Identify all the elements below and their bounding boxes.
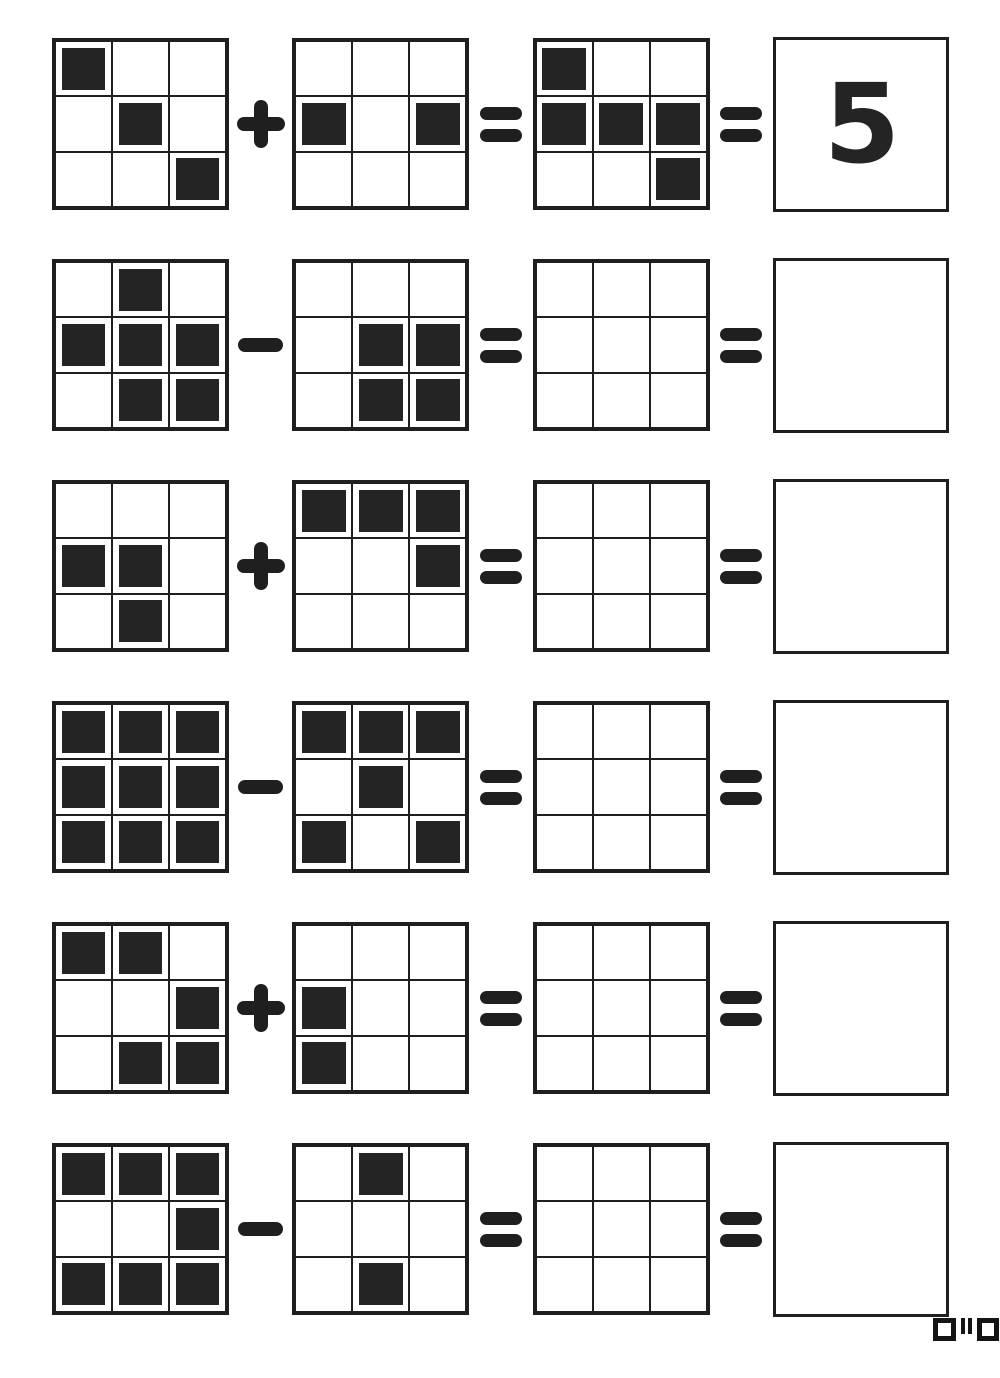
grid-cell-filled (650, 152, 707, 207)
grid-cell-empty (409, 1257, 466, 1312)
equals-bar (720, 1013, 762, 1026)
equation-row (52, 38, 949, 210)
grid-cell-empty (409, 925, 466, 980)
operand2-grid (292, 1143, 469, 1315)
operand2-grid (292, 259, 469, 431)
grid-cell-filled (169, 1257, 226, 1312)
answer-box (773, 700, 949, 875)
grid-cell-empty (536, 704, 593, 759)
grid-cell-empty (295, 41, 352, 96)
grid-cell-filled (112, 373, 169, 428)
grid-cell-empty (650, 925, 707, 980)
grid-cell-empty (650, 1146, 707, 1201)
operator-zone (229, 542, 292, 590)
grid-cell-filled (112, 759, 169, 814)
operand1-grid (52, 38, 229, 210)
equals-zone (710, 770, 773, 805)
grid-cell-empty (536, 1036, 593, 1091)
qr-finder-square (933, 1318, 956, 1341)
grid-cell-empty (536, 1146, 593, 1201)
operand2-grid (292, 38, 469, 210)
worksheet (52, 38, 949, 1315)
equals-bar (720, 991, 762, 1004)
grid-cell-empty (536, 152, 593, 207)
equals-icon (480, 770, 522, 805)
minus-icon (238, 338, 283, 352)
grid-cell-empty (352, 980, 409, 1035)
grid-cell-filled (650, 96, 707, 151)
equals-zone (469, 991, 532, 1026)
equals-bar (720, 770, 762, 783)
grid-cell-empty (593, 483, 650, 538)
operand1-grid (52, 480, 229, 652)
operand2-grid (292, 480, 469, 652)
grid-cell-empty (55, 152, 112, 207)
grid-cell-empty (169, 96, 226, 151)
grid-cell-empty (650, 373, 707, 428)
equals-icon (480, 107, 522, 142)
grid-cell-empty (593, 373, 650, 428)
grid-cell-filled (169, 373, 226, 428)
operand2-grid (292, 701, 469, 873)
grid-cell-empty (352, 538, 409, 593)
equals-zone (710, 328, 773, 363)
equals-icon (720, 770, 762, 805)
equation-row (52, 922, 949, 1094)
grid-cell-empty (650, 1201, 707, 1256)
grid-cell-filled (55, 1146, 112, 1201)
equals-zone (469, 1212, 532, 1247)
grid-cell-empty (593, 1146, 650, 1201)
equals-zone (469, 770, 532, 805)
grid-cell-empty (409, 1146, 466, 1201)
grid-cell-empty (536, 594, 593, 649)
grid-cell-filled (295, 1036, 352, 1091)
grid-cell-empty (409, 262, 466, 317)
grid-cell-filled (169, 980, 226, 1035)
grid-cell-empty (409, 759, 466, 814)
grid-cell-empty (593, 1036, 650, 1091)
answer-box: 5 (773, 37, 949, 212)
grid-cell-filled (352, 317, 409, 372)
grid-cell-filled (409, 483, 466, 538)
answer-box (773, 921, 949, 1096)
equals-bar (720, 129, 762, 142)
grid-cell-filled (593, 96, 650, 151)
grid-cell-filled (409, 815, 466, 870)
equals-icon (720, 1212, 762, 1247)
grid-cell-filled (295, 980, 352, 1035)
equals-bar (480, 107, 522, 120)
plus-icon (237, 100, 285, 148)
equals-bar (720, 328, 762, 341)
grid-cell-empty (650, 538, 707, 593)
result-grid (533, 1143, 710, 1315)
grid-cell-filled (112, 96, 169, 151)
grid-cell-empty (593, 815, 650, 870)
equals-bar (480, 350, 522, 363)
grid-cell-filled (295, 704, 352, 759)
grid-cell-filled (295, 483, 352, 538)
qr-finder-square (977, 1318, 1000, 1341)
equals-icon (720, 549, 762, 584)
grid-cell-filled (169, 1146, 226, 1201)
equals-bar (480, 792, 522, 805)
grid-cell-empty (295, 759, 352, 814)
equation-row (52, 480, 949, 652)
grid-cell-filled (295, 96, 352, 151)
grid-cell-empty (295, 262, 352, 317)
grid-cell-empty (536, 373, 593, 428)
grid-cell-empty (169, 483, 226, 538)
grid-cell-empty (536, 815, 593, 870)
equals-zone (710, 549, 773, 584)
equals-icon (720, 107, 762, 142)
grid-cell-filled (536, 41, 593, 96)
equals-bar (480, 549, 522, 562)
grid-cell-empty (295, 373, 352, 428)
grid-cell-empty (650, 41, 707, 96)
grid-cell-empty (536, 483, 593, 538)
grid-cell-empty (650, 317, 707, 372)
grid-cell-filled (55, 925, 112, 980)
operator-zone (229, 338, 292, 352)
grid-cell-filled (352, 483, 409, 538)
grid-cell-empty (55, 262, 112, 317)
result-grid (533, 922, 710, 1094)
grid-cell-filled (409, 538, 466, 593)
grid-cell-filled (112, 594, 169, 649)
equals-bar (480, 991, 522, 1004)
grid-cell-filled (169, 1201, 226, 1256)
grid-cell-empty (593, 317, 650, 372)
grid-cell-filled (409, 704, 466, 759)
grid-cell-empty (409, 1201, 466, 1256)
grid-cell-empty (593, 594, 650, 649)
grid-cell-empty (169, 41, 226, 96)
grid-cell-empty (55, 980, 112, 1035)
equals-bar (480, 1013, 522, 1026)
grid-cell-empty (409, 1036, 466, 1091)
result-grid (533, 38, 710, 210)
grid-cell-empty (112, 1201, 169, 1256)
grid-cell-empty (536, 317, 593, 372)
qr-modules (961, 1318, 972, 1334)
grid-cell-empty (112, 41, 169, 96)
grid-cell-filled (55, 759, 112, 814)
grid-cell-filled (112, 815, 169, 870)
plus-icon (237, 984, 285, 1032)
equals-zone (469, 107, 532, 142)
grid-cell-empty (55, 483, 112, 538)
grid-cell-filled (55, 815, 112, 870)
equals-icon (480, 1212, 522, 1247)
grid-cell-empty (409, 41, 466, 96)
grid-cell-filled (352, 759, 409, 814)
grid-cell-filled (112, 704, 169, 759)
grid-cell-empty (593, 538, 650, 593)
equals-zone (710, 991, 773, 1026)
grid-cell-empty (55, 96, 112, 151)
grid-cell-filled (112, 317, 169, 372)
grid-cell-filled (409, 373, 466, 428)
grid-cell-empty (295, 1257, 352, 1312)
equals-bar (480, 328, 522, 341)
grid-cell-empty (593, 1257, 650, 1312)
grid-cell-empty (650, 1036, 707, 1091)
grid-cell-empty (536, 759, 593, 814)
equals-bar (720, 549, 762, 562)
grid-cell-empty (295, 594, 352, 649)
grid-cell-empty (352, 815, 409, 870)
operator-zone (229, 780, 292, 794)
equals-icon (480, 328, 522, 363)
grid-cell-filled (112, 1257, 169, 1312)
grid-cell-empty (55, 373, 112, 428)
equation-row (52, 259, 949, 431)
grid-cell-filled (352, 1257, 409, 1312)
grid-cell-empty (112, 152, 169, 207)
grid-cell-empty (55, 1036, 112, 1091)
grid-cell-empty (536, 262, 593, 317)
operator-zone (229, 100, 292, 148)
grid-cell-empty (352, 96, 409, 151)
grid-cell-empty (536, 538, 593, 593)
grid-cell-empty (593, 759, 650, 814)
equals-zone (469, 328, 532, 363)
grid-cell-empty (593, 980, 650, 1035)
answer-box (773, 258, 949, 433)
grid-cell-empty (169, 262, 226, 317)
grid-cell-filled (409, 96, 466, 151)
grid-cell-empty (295, 1146, 352, 1201)
grid-cell-empty (112, 980, 169, 1035)
equals-zone (710, 107, 773, 142)
grid-cell-empty (55, 594, 112, 649)
grid-cell-empty (55, 1201, 112, 1256)
equals-bar (480, 571, 522, 584)
grid-cell-empty (593, 704, 650, 759)
grid-cell-filled (112, 1036, 169, 1091)
grid-cell-empty (295, 152, 352, 207)
grid-cell-filled (112, 1146, 169, 1201)
grid-cell-empty (352, 594, 409, 649)
grid-cell-filled (169, 815, 226, 870)
equals-bar (720, 571, 762, 584)
grid-cell-empty (593, 925, 650, 980)
grid-cell-filled (169, 152, 226, 207)
equals-bar (480, 1212, 522, 1225)
minus-icon (238, 1222, 283, 1236)
grid-cell-empty (295, 1201, 352, 1256)
grid-cell-empty (352, 925, 409, 980)
equals-bar (720, 107, 762, 120)
grid-cell-filled (536, 96, 593, 151)
grid-cell-filled (112, 538, 169, 593)
equals-icon (480, 549, 522, 584)
grid-cell-empty (352, 262, 409, 317)
grid-cell-filled (169, 704, 226, 759)
grid-cell-empty (295, 538, 352, 593)
result-grid (533, 259, 710, 431)
grid-cell-filled (169, 1036, 226, 1091)
grid-cell-empty (536, 980, 593, 1035)
minus-icon (238, 780, 283, 794)
answer-box (773, 1142, 949, 1317)
grid-cell-empty (650, 594, 707, 649)
equals-bar (720, 792, 762, 805)
grid-cell-filled (169, 317, 226, 372)
equals-bar (720, 350, 762, 363)
answer-box (773, 479, 949, 654)
grid-cell-empty (295, 317, 352, 372)
grid-cell-empty (352, 1201, 409, 1256)
grid-cell-filled (55, 41, 112, 96)
operand1-grid (52, 259, 229, 431)
grid-cell-empty (593, 152, 650, 207)
operand1-grid (52, 922, 229, 1094)
grid-cell-filled (55, 538, 112, 593)
grid-cell-filled (352, 1146, 409, 1201)
grid-cell-filled (409, 317, 466, 372)
grid-cell-empty (593, 41, 650, 96)
grid-cell-filled (352, 373, 409, 428)
grid-cell-filled (112, 925, 169, 980)
operand1-grid (52, 701, 229, 873)
operand2-grid (292, 922, 469, 1094)
grid-cell-empty (536, 925, 593, 980)
equals-icon (720, 328, 762, 363)
grid-cell-empty (650, 1257, 707, 1312)
equals-bar (480, 129, 522, 142)
grid-cell-filled (112, 262, 169, 317)
grid-cell-empty (352, 41, 409, 96)
equals-icon (720, 991, 762, 1026)
grid-cell-empty (112, 483, 169, 538)
equals-bar (480, 770, 522, 783)
grid-cell-empty (650, 262, 707, 317)
grid-cell-empty (169, 594, 226, 649)
equation-row (52, 1143, 949, 1315)
grid-cell-empty (409, 980, 466, 1035)
equals-bar (480, 1234, 522, 1247)
grid-cell-filled (55, 317, 112, 372)
grid-cell-empty (295, 925, 352, 980)
grid-cell-empty (650, 759, 707, 814)
grid-cell-empty (352, 1036, 409, 1091)
equals-bar (720, 1234, 762, 1247)
equals-bar (720, 1212, 762, 1225)
operand1-grid (52, 1143, 229, 1315)
result-grid (533, 701, 710, 873)
grid-cell-filled (55, 1257, 112, 1312)
grid-cell-empty (536, 1257, 593, 1312)
equals-icon (480, 991, 522, 1026)
grid-cell-filled (295, 815, 352, 870)
grid-cell-empty (409, 152, 466, 207)
grid-cell-filled (352, 704, 409, 759)
operator-zone (229, 1222, 292, 1236)
grid-cell-empty (650, 704, 707, 759)
equals-zone (469, 549, 532, 584)
grid-cell-empty (169, 925, 226, 980)
grid-cell-empty (650, 483, 707, 538)
grid-cell-filled (55, 704, 112, 759)
grid-cell-empty (650, 815, 707, 870)
equation-row (52, 701, 949, 873)
grid-cell-empty (169, 538, 226, 593)
grid-cell-empty (352, 152, 409, 207)
operator-zone (229, 984, 292, 1032)
grid-cell-empty (650, 980, 707, 1035)
qr-code-fragment (933, 1318, 999, 1378)
grid-cell-empty (536, 1201, 593, 1256)
result-grid (533, 480, 710, 652)
grid-cell-empty (593, 262, 650, 317)
grid-cell-empty (409, 594, 466, 649)
grid-cell-empty (593, 1201, 650, 1256)
equals-zone (710, 1212, 773, 1247)
grid-cell-filled (169, 759, 226, 814)
plus-icon (237, 542, 285, 590)
